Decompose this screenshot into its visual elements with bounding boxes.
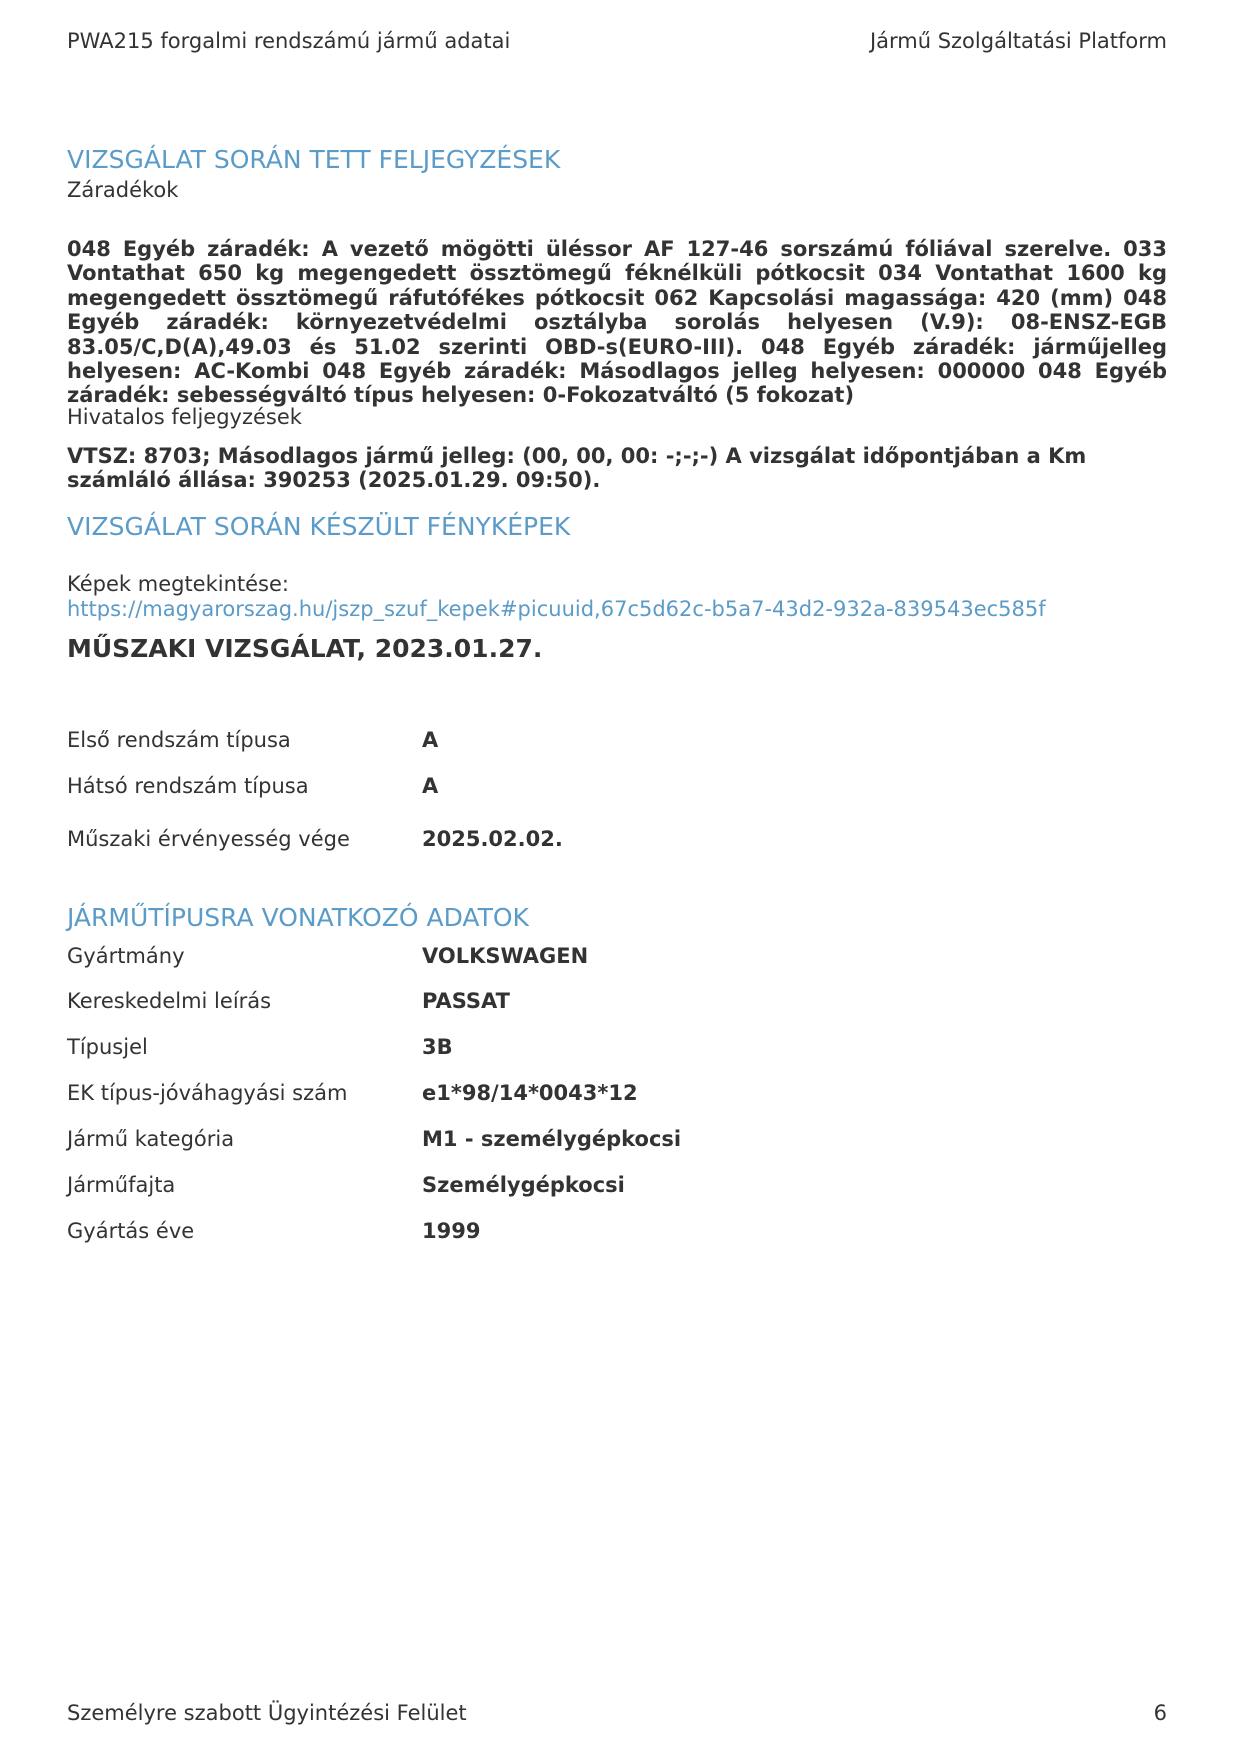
row-value: VOLKSWAGEN [422,944,589,968]
inspection-row [67,774,1167,802]
clauses-text: 048 Egyéb záradék: A vezető mögötti üléssor AF 127-46 sorszámú fóliával szerelve. 033 Vontathat 650 kg megengedett össztömegű féknélküli pótkocsit 034 Vontathat 1600 kg megengedett össztömegű ráfutófékes pótkocsit 062 Kapcsolási magassága: 420 (mm) 048 Egyéb záradék: környezetvédelmi osztályba sorolás helyesen (V.9): 08-ENSZ-EGB 83.05/C,D(A),49.03 és 51.02 szerinti OBD-s(EURO-III). 048 Egyéb záradék: járműjelleg helyesen: AC-Kombi 048 Egyéb záradék: Másodlagos jelleg helyesen: 000000 048 Egyéb záradék: sebességváltó típus helyesen: 0-Fokozatváltó (5 fokozat) [67,237,1167,408]
vehicle-type-section-title: JÁRMŰTÍPUSRA VONATKOZÓ ADATOK [67,903,529,932]
footer-interface-name: Személyre szabott Ügyintézési Felület [67,1701,467,1725]
vehicle-row [67,1127,1167,1155]
row-label: Gyártás éve [67,1219,195,1243]
row-label: Járműfajta [67,1173,176,1197]
inspection-row [67,728,1167,756]
row-label: Gyártmány [67,944,185,968]
vehicle-row [67,944,1167,972]
row-label: Típusjel [67,1035,148,1059]
page-footer [67,1701,1167,1725]
official-notes-text: VTSZ: 8703; Másodlagos jármű jelleg: (00, 00, 00: -;-;-) A vizsgálat időpontjában a Km számláló állása: 390253 (2025.01.29. 09:50). [67,444,1087,493]
photos-link[interactable]: https://magyarorszag.hu/jszp_szuf_kepek#picuuid,67c5d62c-b5a7-43d2-932a-839543ec585f [67,597,1046,621]
header-platform-name: Jármű Szolgáltatási Platform [869,29,1167,53]
notes-section-title: VIZSGÁLAT SORÁN TETT FELJEGYZÉSEK [67,145,561,174]
page-header [67,29,1167,53]
row-value: 2025.02.02. [422,827,563,851]
clauses-label: Záradékok [67,178,179,202]
header-vehicle-title: PWA215 forgalmi rendszámú jármű adatai [67,29,511,53]
photos-section-title: VIZSGÁLAT SORÁN KÉSZÜLT FÉNYKÉPEK [67,512,571,541]
vehicle-row [67,989,1167,1017]
vehicle-row [67,1081,1167,1109]
row-value: Személygépkocsi [422,1173,625,1197]
official-notes-label: Hivatalos feljegyzések [67,405,302,429]
inspection-row [67,827,1167,855]
row-value: PASSAT [422,989,510,1013]
row-value: A [422,728,439,752]
row-value: 3B [422,1035,453,1059]
row-label: Hátsó rendszám típusa [67,774,309,798]
vehicle-row [67,1035,1167,1063]
vehicle-row [67,1173,1167,1201]
row-value: A [422,774,439,798]
inspection-title: MŰSZAKI VIZSGÁLAT, 2023.01.27. [67,634,543,663]
row-label: Műszaki érvényesség vége [67,827,350,851]
row-value: 1999 [422,1219,481,1243]
row-label: Első rendszám típusa [67,728,291,752]
row-label: Jármű kategória [67,1127,235,1151]
page-number: 6 [1153,1701,1167,1725]
row-label: Kereskedelmi leírás [67,989,272,1013]
row-label: EK típus-jóváhagyási szám [67,1081,348,1105]
photos-view-label: Képek megtekintése: [67,572,289,596]
vehicle-row [67,1219,1167,1247]
row-value: M1 - személygépkocsi [422,1127,682,1151]
row-value: e1*98/14*0043*12 [422,1081,638,1105]
